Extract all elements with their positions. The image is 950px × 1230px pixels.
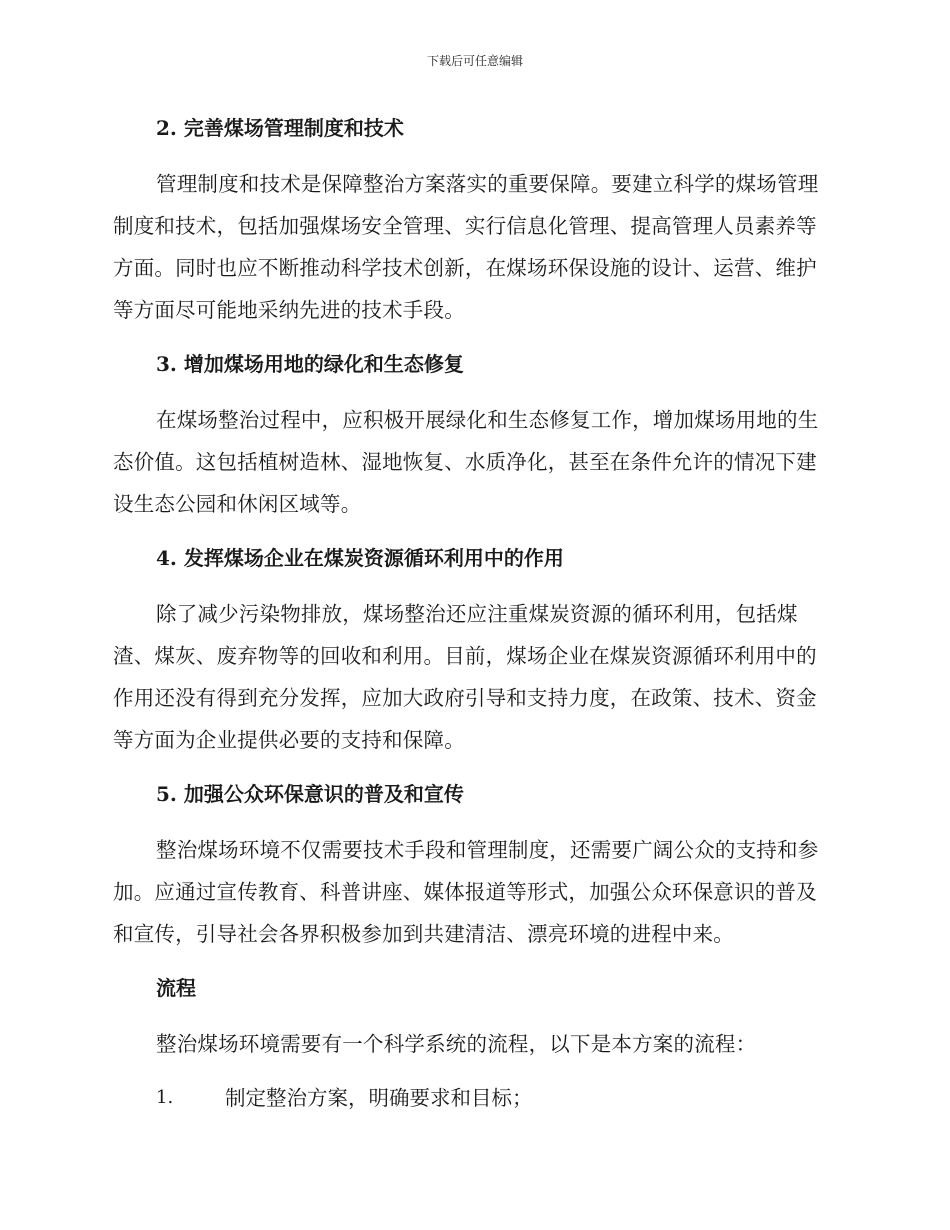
section-paragraph: 管理制度和技术是保障整治方案落实的重要保障。要建立科学的煤场管理制度和技术，包括加强煤场安全管理、实行信息化管理、提高管理人员素养等方面。同时也应不断推动科学技术创新，在煤场环保设施的设计、运营、维护等方面尽可能地采纳先进的技术手段。 [113, 172, 819, 322]
section-heading: 流程 [156, 976, 196, 1000]
document-body [113, 108, 830, 1118]
list-item-text: 制定整治方案，明确要求和目标； [225, 1086, 533, 1110]
section-heading: 3. 增加煤场用地的绿化和生态修复 [156, 352, 464, 376]
section-heading: 2. 完善煤场管理制度和技术 [156, 116, 404, 140]
section-paragraph: 整治煤场环境需要有一个科学系统的流程，以下是本方案的流程： [156, 1032, 757, 1056]
section-heading: 5. 加强公众环保意识的普及和宣传 [156, 782, 464, 806]
list-item [113, 1078, 830, 1118]
list-item-number: 1. [156, 1087, 174, 1108]
section-paragraph: 除了减少污染物排放，煤场整治还应注重煤炭资源的循环利用，包括煤渣、煤灰、废弃物等的回收和利用。目前，煤场企业在煤炭资源循环利用中的作用还没有得到充分发挥，应加大政府引导和支持力度，在政策、技术、资金等方面为企业提供必要的支持和保障。 [113, 602, 817, 752]
section-paragraph: 整治煤场环境不仅需要技术手段和管理制度，还需要广阔公众的支持和参加。应通过宣传教育、科普讲座、媒体报道等形式，加强公众环保意识的普及和宣传，引导社会各界积极参加到共建清洁、漂亮环境的进程中来。 [113, 838, 819, 946]
page-header: 下载后可任意编辑 [426, 54, 523, 68]
section-heading: 4. 发挥煤场企业在煤炭资源循环利用中的作用 [156, 546, 564, 570]
section-paragraph: 在煤场整治过程中，应积极开展绿化和生态修复工作，增加煤场用地的生态价值。这包括植树造林、湿地恢复、水质净化，甚至在条件允许的情况下建设生态公园和休闲区域等。 [113, 408, 819, 516]
